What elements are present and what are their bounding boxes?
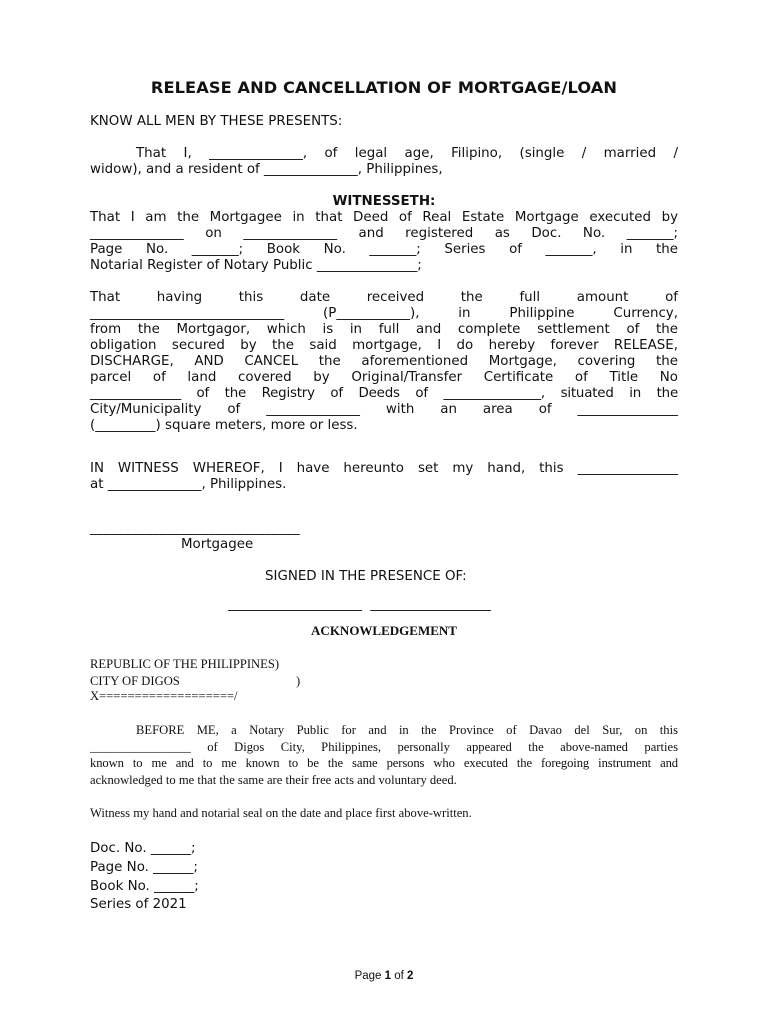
- release-line-7: ______________ of the Registry of Deeds of _______________, situated in the: [90, 386, 678, 401]
- before-me-line-1: BEFORE ME, a Notary Public for and in the Province of Davao del Sur, on this: [136, 723, 678, 737]
- release-line-1: That having this date received the full amount of: [90, 290, 678, 305]
- document-title: RELEASE AND CANCELLATION OF MORTGAGE/LOAN: [150, 78, 618, 97]
- release-line-3: from the Mortgagor, which is in full and complete settlement of the: [90, 322, 678, 337]
- witness-signature-lines: ____________________ __________________: [228, 597, 491, 612]
- venue-line-2: CITY OF DIGOS: [90, 674, 180, 688]
- release-line-2: _____________________________ (P___________), in Philippine Currency,: [90, 306, 678, 321]
- witnesseth-line-2: ______________ on ______________ and registered as Doc. No. _______;: [90, 226, 678, 241]
- book-no-line: Book No. ______;: [90, 879, 199, 894]
- venue-line-2-paren: ): [296, 674, 301, 688]
- before-me-line-2: ________________ of Digos City, Philippines, personally appeared the above-named parties: [90, 740, 678, 754]
- signed-presence: SIGNED IN THE PRESENCE OF:: [265, 569, 467, 584]
- acknowledgement-heading: ACKNOWLEDGEMENT: [311, 623, 457, 638]
- before-me-line-4: acknowledged to me that the same are their free acts and voluntary deed.: [90, 773, 457, 787]
- page-no-line: Page No. ______;: [90, 860, 198, 875]
- intro-line: KNOW ALL MEN BY THESE PRESENTS:: [90, 114, 343, 129]
- page-of: of: [391, 970, 408, 982]
- release-line-5: DISCHARGE, AND CANCEL the aforementioned Mortgage, covering the: [90, 354, 678, 369]
- doc-no-line: Doc. No. ______;: [90, 841, 196, 856]
- party-line-1: That I, ______________, of legal age, Filipino, (single / married /: [136, 146, 678, 161]
- series-line: Series of 2021: [90, 897, 187, 912]
- release-line-6: parcel of land covered by Original/Transfer Certificate of Title No: [90, 370, 678, 385]
- before-me-line-3: known to me and to me known to be the same persons who executed the foregoing instrument and: [90, 756, 678, 770]
- in-witness-line-1: IN WITNESS WHEREOF, I have hereunto set my hand, this _______________: [90, 461, 678, 476]
- party-line-2: widow), and a resident of ______________, Philippines,: [90, 162, 443, 177]
- witnesseth-line-1: That I am the Mortgagee in that Deed of Real Estate Mortgage executed by: [90, 210, 678, 225]
- release-line-4: obligation secured by the said mortgage, I do hereby forever RELEASE,: [90, 338, 678, 353]
- witness-seal-line: Witness my hand and notarial seal on the date and place first above-written.: [90, 806, 472, 820]
- witnesseth-heading: WITNESSETH:: [332, 194, 436, 209]
- page-footer: [0, 970, 768, 982]
- venue-line-3: X===================/: [90, 689, 238, 703]
- witnesseth-line-3: Page No. _______; Book No. _______; Series of _______, in the: [90, 242, 678, 257]
- signature-label: Mortgagee: [181, 537, 254, 552]
- page-current: 1: [384, 970, 392, 982]
- release-line-8: City/Municipality of ______________ with an area of _______________: [90, 402, 678, 417]
- venue-line-1: REPUBLIC OF THE PHILIPPINES): [90, 657, 280, 671]
- page-total: 2: [407, 970, 414, 982]
- witnesseth-line-4: Notarial Register of Notary Public _______________;: [90, 258, 422, 273]
- in-witness-line-2: at ______________, Philippines.: [90, 477, 287, 492]
- release-line-9: (_________) square meters, more or less.: [90, 418, 358, 433]
- page-prefix: Page: [354, 970, 385, 982]
- signature-line: ______________________________: [90, 521, 300, 536]
